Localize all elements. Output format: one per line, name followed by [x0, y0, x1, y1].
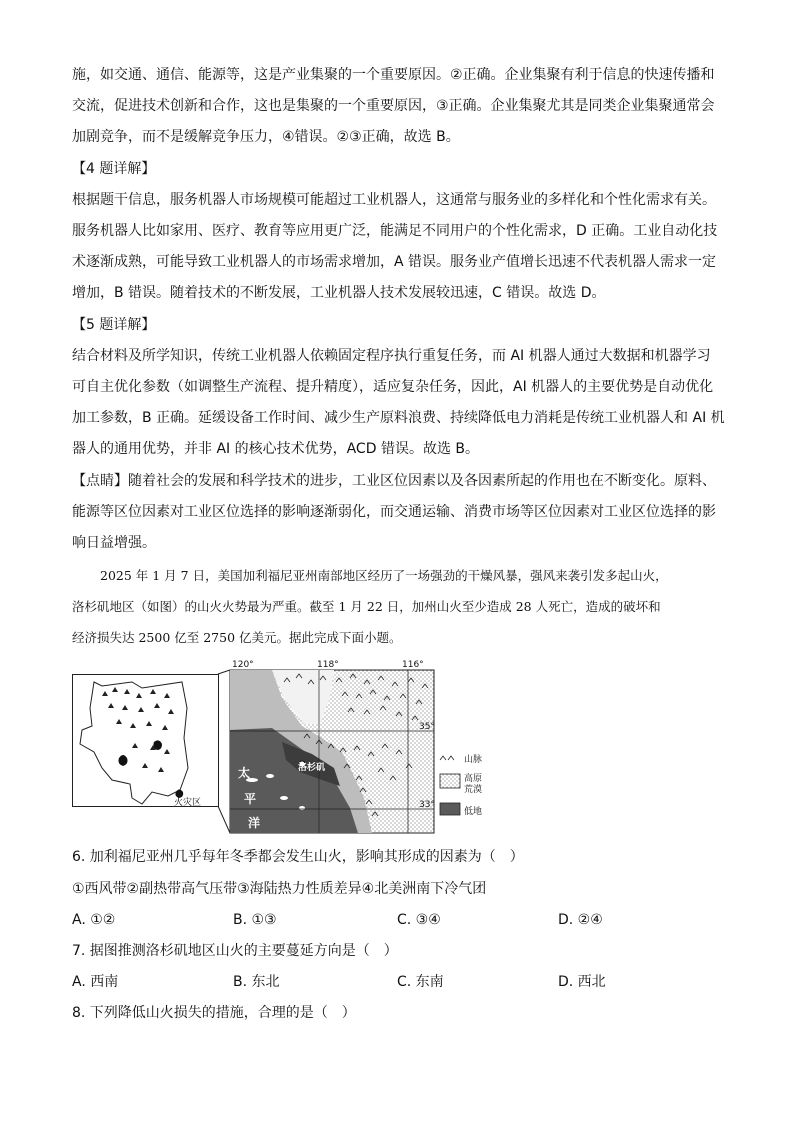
- ocean-label: 太: [238, 766, 251, 780]
- inset-legend-label: 火灾区: [174, 798, 202, 808]
- map-figure: [72, 660, 492, 838]
- option-a[interactable]: A. 西南: [72, 974, 119, 990]
- section-heading: 【4 题详解】: [72, 161, 156, 177]
- map-legend: [440, 756, 460, 815]
- question-6-stem: 6. 加利福尼亚州几乎每年冬季都会发生山火，影响其形成的因素为（ ）: [72, 849, 524, 865]
- legend-lowland-label: 低地: [464, 807, 483, 817]
- city-label: 洛杉矶: [298, 763, 326, 773]
- option-a[interactable]: A. ①②: [72, 912, 116, 928]
- section-heading: 【5 题详解】: [72, 317, 156, 333]
- lat-label: 35°: [419, 722, 435, 732]
- paragraph-line: 术逐渐成熟，可能导致工业机器人的市场需求增加，A 错误。服务业产值增长迅速不代表机器人需求一定: [72, 254, 717, 270]
- map-graphic: [72, 668, 492, 838]
- option-b[interactable]: B. ①③: [233, 912, 277, 928]
- paragraph-line: 根据题干信息，服务机器人市场规模可能超过工业机器人，这通常与服务业的多样化和个性化需求有关。: [72, 192, 716, 208]
- paragraph-line: 能源等区位因素对工业区位选择的影响逐渐弱化，而交通运输、消费市场等区位因素对工业区位选择的影: [72, 504, 716, 520]
- ocean-label: 洋: [248, 816, 261, 830]
- option-c[interactable]: C. 东南: [397, 974, 444, 990]
- option-c[interactable]: C. ③④: [397, 912, 441, 928]
- legend-plateau-label: 高原: [464, 774, 483, 784]
- paragraph-line: 加剧竞争，而不是缓解竞争压力，④错误。②③正确，故选 B。: [72, 129, 460, 145]
- material-line: 洛杉矶地区（如图）的山火火势最为严重。截至 1 月 22 日，加州山火至少造成 28 人死亡，造成的破坏和: [72, 599, 661, 614]
- question-7-stem: 7. 据图推测洛杉矶地区山火的主要蔓延方向是（ ）: [72, 943, 398, 959]
- paragraph-line: 结合材料及所学知识，传统工业机器人依赖固定程序执行重复任务，而 AI 机器人通过大数据和机器学习: [72, 348, 711, 364]
- lat-label: 33°: [419, 800, 435, 810]
- material-line: 2025 年 1 月 7 日，美国加利福尼亚州南部地区经历了一场强劲的干燥风暴，强风来袭引发多起山火，: [100, 568, 668, 583]
- material-line: 经济损失达 2500 亿至 2750 亿美元。据此完成下面小题。: [72, 630, 402, 645]
- paragraph-line: 加工参数，B 正确。延缓设备工作时间、减少生产原料浪费、持续降低电力消耗是传统工业机器人和 AI 机: [72, 410, 725, 426]
- lon-label: 116°: [402, 660, 424, 670]
- option-d[interactable]: D. 西北: [558, 974, 606, 990]
- main-map: [230, 670, 434, 833]
- lon-label: 118°: [317, 660, 339, 670]
- tip-line: 【点睛】随着社会的发展和科学技术的进步，工业区位因素以及各因素所起的作用也在不断变化。原料、: [72, 473, 716, 489]
- paragraph-line: 施，如交通、通信、能源等，这是产业集聚的一个重要原因。②正确。企业集聚有利于信息的快速传播和: [72, 67, 715, 83]
- ocean-label: 平: [244, 792, 257, 806]
- option-b[interactable]: B. 东北: [233, 974, 280, 990]
- paragraph-line: 交流，促进技术创新和合作，这也是集聚的一个重要原因，③正确。企业集聚尤其是同类企业集聚通常会: [72, 98, 715, 114]
- lon-label: 120°: [232, 660, 254, 670]
- paragraph-line: 服务机器人比如家用、医疗、教育等应用更广泛，能满足不同用户的个性化需求，D 正确。工业自动化技: [72, 223, 718, 239]
- option-d[interactable]: D. ②④: [558, 912, 603, 928]
- legend-mountain-label: 山脉: [464, 755, 483, 765]
- paragraph-line: 增加，B 错误。随着技术的不断发展，工业机器人技术发展较迅速，C 错误。故选 D。: [72, 285, 606, 301]
- paragraph-line: 可自主优化参数（如调整生产流程、提升精度），适应复杂任务，因此，AI 机器人的主要优势是自动优化: [72, 379, 714, 395]
- paragraph-line: 器人的通用优势，并非 AI 的核心技术优势，ACD 错误。故选 B。: [72, 441, 479, 457]
- question-6-items: ①西风带②副热带高气压带③海陆热力性质差异④北美洲南下冷气团: [72, 881, 487, 897]
- question-8-stem: 8. 下列降低山火损失的措施，合理的是（ ）: [72, 1005, 356, 1021]
- legend-desert-label: 荒漠: [464, 785, 483, 795]
- paragraph-line: 响日益增强。: [72, 535, 156, 551]
